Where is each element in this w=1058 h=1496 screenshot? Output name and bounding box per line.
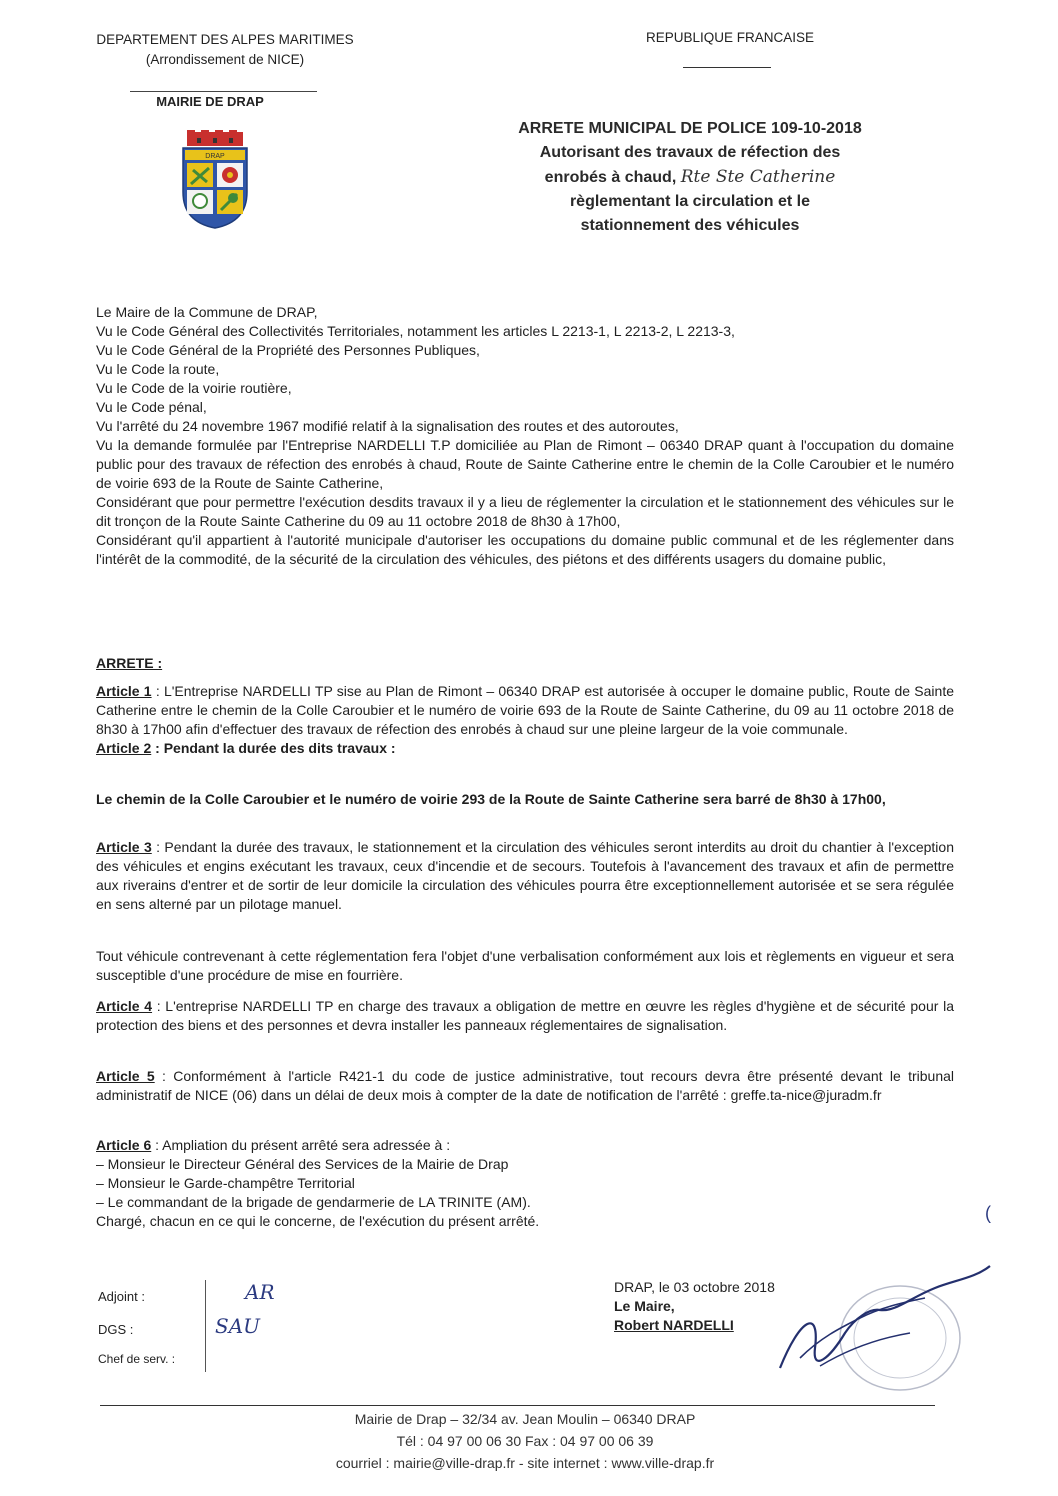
signature-block xyxy=(614,1278,775,1335)
preamble-line: Le Maire de la Commune de DRAP, xyxy=(96,304,318,320)
mayor-signature-stamp-icon xyxy=(760,1248,1000,1408)
dgs-initials: SAU xyxy=(215,1314,260,1338)
recipient-item: – Monsieur le Directeur Général des Services de la Mairie de Drap xyxy=(96,1156,509,1172)
preamble-line: Vu le Code Général de la Propriété des Personnes Publiques, xyxy=(96,342,480,358)
article-6-text: : Ampliation du présent arrêté sera adressée à : xyxy=(151,1137,451,1153)
handwritten-location: Rte Ste Catherine xyxy=(680,167,836,187)
article-3-extra: Tout véhicule contrevenant à cette réglementation fera l'objet d'une verbalisation conformément aux lois et règlements en vigueur et sera susceptible d'une procédure de mise en fourrière. xyxy=(96,948,954,983)
crest-crown xyxy=(187,130,243,146)
preamble-line: Vu la demande formulée par l'Entreprise NARDELLI T.P domiciliée au Plan de Rimont – 06340 DRAP quant à l'occupation du domaine public pour des travaux de réfection des enrobés à chaud, Route de Sainte Catherine entre le chemin de la Colle Caroubier et le numéro de voirie 693 de la Route de Sainte Catherine, xyxy=(96,437,954,491)
article-1-label: Article 1 xyxy=(96,683,152,699)
decree-subtitle-3: règlementant la circulation et le xyxy=(569,193,811,210)
decree-subtitle-4: stationnement des véhicules xyxy=(580,217,800,234)
crest-label: DRAP xyxy=(205,153,225,160)
header-divider xyxy=(130,91,317,92)
department-header xyxy=(60,30,390,70)
arrondissement: (Arrondissement de NICE) xyxy=(145,52,305,67)
closing-line: Chargé, chacun en ce qui le concerne, de l'exécution du présent arrêté. xyxy=(96,1213,540,1229)
article-5-text: : Conformément à l'article R421-1 du code de justice administrative, tout recours devra être présenté devant le tribunal administratif de NICE (06) dans un délai de deux mois à compter de la date de notification de l'arrêté : greffe.ta-nice@juradm.fr xyxy=(96,1068,955,1103)
dgs-label: DGS : xyxy=(98,1322,134,1337)
footer-phone: Tél : 04 97 00 06 30 Fax : 04 97 00 06 39 xyxy=(396,1433,654,1449)
signature-role: Le Maire, xyxy=(614,1298,675,1314)
article-2-text: : Pendant la durée des dits travaux : xyxy=(151,740,396,756)
mairie-name: MAIRIE DE DRAP xyxy=(156,94,264,109)
footer xyxy=(250,1408,800,1474)
article-5 xyxy=(96,1067,954,1105)
coat-of-arms-icon xyxy=(175,130,255,230)
recipient-item: – Le commandant de la brigade de gendarmerie de LA TRINITE (AM). xyxy=(96,1194,531,1210)
adjoint-label: Adjoint : xyxy=(98,1289,145,1304)
preamble-line: Considérant qu'il appartient à l'autorité municipale d'autoriser les occupations du domaine public communal et de les réglementer dans l'intérêt de la commodité, de la sécurité de la circulation des véhicules, des piétons et des différents usagers du domaine public, xyxy=(96,532,954,567)
article-1-text: : L'Entreprise NARDELLI TP sise au Plan de Rimont – 06340 DRAP est autorisée à occuper le domaine public, Route de Sainte Catherine entre le chemin de la Colle Caroubier et le numéro de voirie 693 de la Route de Sainte Catherine, du 09 au 11 octobre 2018 de 8h30 à 17h00 afin d'effectuer des travaux de réfection des enrobés à chaud sur une pleine largeur de la voie communale. xyxy=(96,683,954,737)
article-4-label: Article 4 xyxy=(96,998,153,1014)
decree-subtitle-2-text: enrobés à chaud, xyxy=(544,169,677,186)
signature-name: Robert NARDELLI xyxy=(614,1317,734,1333)
republic-underline xyxy=(683,67,771,68)
decree-title xyxy=(440,117,940,238)
department-name: DEPARTEMENT DES ALPES MARITIMES xyxy=(96,32,354,47)
preamble-line: Vu le Code pénal, xyxy=(96,399,207,415)
decree-subtitle-2 xyxy=(440,165,940,190)
article-6-label: Article 6 xyxy=(96,1137,152,1153)
article-6 xyxy=(96,1136,954,1231)
article-2-detail: Le chemin de la Colle Caroubier et le numéro de voirie 293 de la Route de Sainte Catherine sera barré de 8h30 à 17h00, xyxy=(96,791,886,807)
article-4 xyxy=(96,997,954,1035)
preamble-line: Vu l'arrêté du 24 novembre 1967 modifié relatif à la signalisation des routes et des autoroutes, xyxy=(96,418,679,434)
approval-divider xyxy=(205,1280,207,1372)
republic-name: REPUBLIQUE FRANCAISE xyxy=(645,30,815,45)
preamble-line: Vu le Code la route, xyxy=(96,361,220,377)
footer-address: Mairie de Drap – 32/34 av. Jean Moulin – 06340 DRAP xyxy=(354,1411,696,1427)
preamble xyxy=(96,303,954,569)
signature-date: DRAP, le 03 octobre 2018 xyxy=(614,1279,775,1295)
article-3-label: Article 3 xyxy=(96,839,152,855)
recipient-item: – Monsieur le Garde-champêtre Territorial xyxy=(96,1175,355,1191)
adjoint-initials: AR xyxy=(245,1280,275,1304)
chef-label: Chef de serv. : xyxy=(98,1352,176,1366)
article-5-label: Article 5 xyxy=(96,1068,155,1084)
preamble-line: Vu le Code Général des Collectivités Territoriales, notamment les articles L 2213-1, L 2213-2, L 2213-3, xyxy=(96,323,735,339)
footer-contact: courriel : mairie@ville-drap.fr - site internet : www.ville-drap.fr xyxy=(335,1455,715,1471)
preamble-line: Vu le Code de la voirie routière, xyxy=(96,380,292,396)
decree-number: ARRETE MUNICIPAL DE POLICE 109-10-2018 xyxy=(518,120,862,137)
article-3-text: : Pendant la durée des travaux, le stationnement et la circulation des véhicules seront interdits au droit du chantier à l'exception des véhicules et engins exécutant les travaux, ceux d'incendie et de secours. Toutefois à l'avancement des travaux et afin de permettre aux riverains d'entrer et de sortir de leur domicile la circulation des véhicules pourra être exceptionnellement autorisée et se sera régulée en sens alterné par un pilotage manuel. xyxy=(96,839,954,912)
arrete-heading xyxy=(96,654,954,673)
article-3 xyxy=(96,838,954,914)
footer-divider xyxy=(100,1405,935,1406)
margin-mark: ( xyxy=(985,1203,991,1223)
article-4-text: : L'entreprise NARDELLI TP en charge des travaux a obligation de mettre en œuvre les règles d'hygiène et de sécurité pour la protection des biens et des personnes et devra installer les panneaux réglementaires de signalisation. xyxy=(96,998,954,1033)
article-1 xyxy=(96,682,954,758)
article-2-label: Article 2 xyxy=(96,740,152,756)
arrete-label: ARRETE : xyxy=(96,655,163,671)
preamble-line: Considérant que pour permettre l'exécution desdits travaux il y a lieu de réglementer la circulation et le stationnement des véhicules sur le dit tronçon de la Route Sainte Catherine du 09 au 11 octobre 2018 de 8h30 à 17h00, xyxy=(96,494,954,529)
decree-subtitle-1: Autorisant des travaux de réfection des xyxy=(539,144,841,161)
